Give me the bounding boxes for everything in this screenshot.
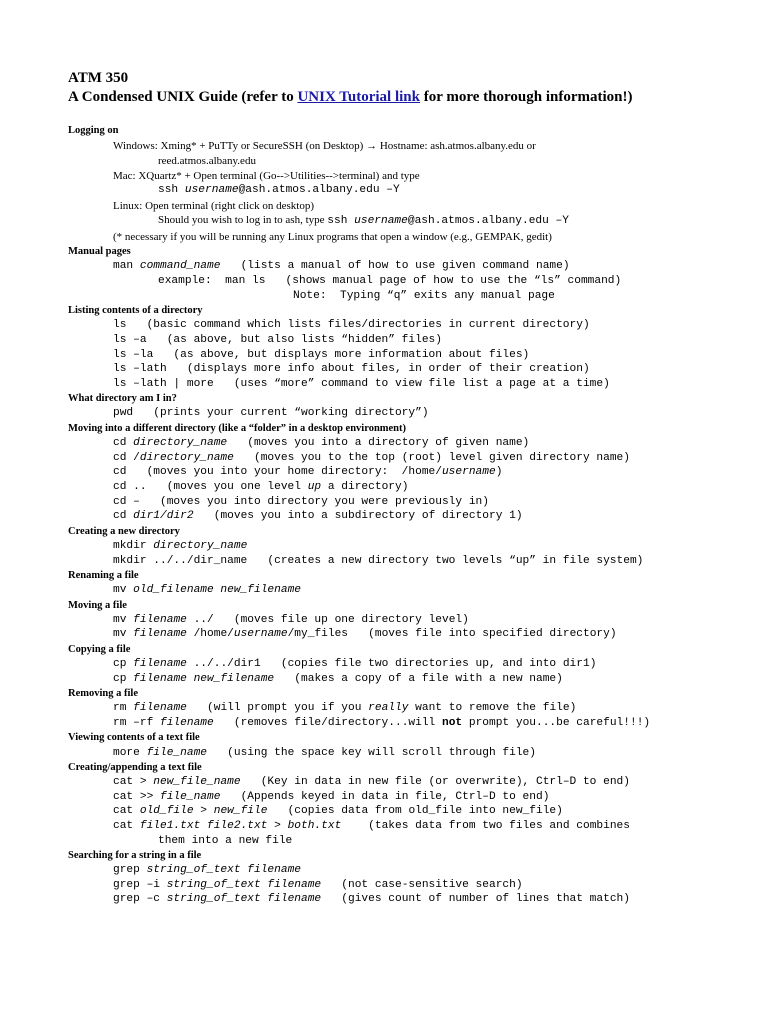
cmd-italic: string_of_text filename <box>146 864 301 876</box>
cmd-text: (gives count of number of lines that match) <box>321 893 630 905</box>
cmd-text: > <box>193 805 214 817</box>
cat-line-4 <box>113 821 630 832</box>
cmd-text: want to remove the file) <box>408 702 577 714</box>
course-title: ATM 350 <box>68 70 129 86</box>
grep-line-2 <box>113 880 523 891</box>
cmd-italic: both.txt <box>287 820 342 832</box>
cd-line-4 <box>113 482 408 493</box>
heading-creating-directory: Creating a new directory <box>68 526 180 537</box>
cmd-text: mkdir <box>113 540 154 552</box>
cmd-italic: directory_name <box>139 452 234 464</box>
cmd-italic: username <box>184 184 239 196</box>
cmd-italic: file1.txt file2.txt <box>139 820 268 832</box>
linux-login-text: Should you wish to log in to ash, type <box>158 214 328 226</box>
cmd-text: /home/ <box>186 628 234 640</box>
cmd-text: (using the space key will scroll through file) <box>207 747 536 759</box>
pwd-line: pwd (prints your current “working directory”) <box>113 407 429 419</box>
cmd-italic: filename new_filename <box>133 673 275 685</box>
cd-line-1 <box>113 438 529 449</box>
ls-line-4: ls –lath (displays more info about files, in order of their creation) <box>113 363 590 375</box>
cmd-text: grep <box>113 864 147 876</box>
mkdir-line-2: mkdir ../../dir_name (creates a new directory two levels “up” in file system) <box>113 555 644 567</box>
cd-line-3 <box>113 467 502 478</box>
cmd-text: cd / <box>113 452 140 464</box>
cd-line-5: cd – (moves you into directory you were previously in) <box>113 496 489 508</box>
cmd-text: cat > <box>113 776 154 788</box>
cmd-italic: directory_name <box>153 540 248 552</box>
cmd-text: cd .. (moves you one level <box>113 481 308 493</box>
cmd-italic: username <box>354 215 408 227</box>
windows-line <box>113 141 536 152</box>
heading-removing: Removing a file <box>68 688 138 699</box>
cat-line-1 <box>113 777 630 788</box>
cmd-text: (Key in data in new file (or overwrite), Ctrl–D to end) <box>240 776 630 788</box>
heading-logging-on: Logging on <box>68 125 119 136</box>
linux-line: Linux: Open terminal (right click on desktop) <box>113 200 315 212</box>
cmd-text: (not case-sensitive search) <box>321 879 523 891</box>
cmd-text: ../ (moves file up one directory level) <box>186 614 469 626</box>
mv-line-1 <box>113 615 469 626</box>
cmd-text: rm –rf <box>113 717 160 729</box>
cmd-text: cd (moves you into your home directory: /home/ <box>113 466 442 478</box>
rename-line <box>113 585 301 596</box>
cmd-text: grep –c <box>113 893 167 905</box>
cmd-italic: filename <box>133 702 187 714</box>
heading-renaming: Renaming a file <box>68 570 139 581</box>
cmd-bold: not <box>441 717 463 729</box>
cmd-italic: command_name <box>139 260 221 272</box>
heading-appending: Creating/appending a text file <box>68 762 202 773</box>
cmd-italic: directory_name <box>133 437 228 449</box>
cmd-italic: string_of_text filename <box>166 879 322 891</box>
cmd-italic: string_of_text filename <box>166 893 322 905</box>
grep-line-1 <box>113 865 301 876</box>
guide-subtitle <box>68 89 632 106</box>
unix-tutorial-link[interactable]: UNIX Tutorial link <box>297 89 420 105</box>
cmd-italic: filename <box>133 628 187 640</box>
heading-moving-directory: Moving into a different directory (like a “folder” in a desktop environment) <box>68 423 407 434</box>
cmd-text: cat <box>113 805 140 817</box>
cmd-text: /my_files (moves file into specified directory) <box>287 628 617 640</box>
cmd-text: ssh <box>327 215 355 227</box>
rm-line-2 <box>113 718 650 729</box>
ls-line-2: ls –a (as above, but also lists “hidden” files) <box>113 334 442 346</box>
cmd-text: man <box>113 260 140 272</box>
ls-line-3: ls –la (as above, but displays more information about files) <box>113 349 530 361</box>
cmd-italic: filename <box>160 717 214 729</box>
cmd-italic: filename <box>133 658 187 670</box>
cmd-text: (will prompt you if you <box>186 702 369 714</box>
cmd-italic: file_name <box>146 747 208 759</box>
linux-login-line <box>158 215 569 227</box>
cmd-text: ssh <box>158 184 185 196</box>
cmd-text: @ash.atmos.albany.edu –Y <box>238 184 400 196</box>
cmd-text: (moves you into a directory of given name) <box>227 437 530 449</box>
man-line <box>113 261 570 272</box>
cat-line-3 <box>113 806 563 817</box>
cmd-text: (lists a manual of how to use given command name) <box>220 260 570 272</box>
cmd-text: (moves you into a subdirectory of directory 1) <box>193 510 523 522</box>
cmd-text: @ash.atmos.albany.edu –Y <box>407 215 569 227</box>
cmd-italic: dir1/dir2 <box>133 510 194 522</box>
heading-viewing: Viewing contents of a text file <box>68 732 200 743</box>
cmd-text: mv <box>113 614 134 626</box>
windows-text: Windows: Xming* + PuTTy or SecureSSH (on Desktop) <box>113 140 367 152</box>
cmd-text: cat <box>113 820 140 832</box>
man-note: Note: Typing “q” exits any manual page <box>293 290 555 302</box>
grep-line-3 <box>113 894 630 905</box>
cmd-text: rm <box>113 702 134 714</box>
arrow-right-icon: → <box>366 140 378 152</box>
cmd-text: mv <box>113 584 134 596</box>
rm-line-1 <box>113 703 576 714</box>
cmd-text: (moves you to the top (root) level given directory name) <box>233 452 630 464</box>
cmd-italic: username <box>441 466 496 478</box>
heading-copying: Copying a file <box>68 644 131 655</box>
cmd-text: ../../dir1 (copies file two directories up, and into dir1) <box>186 658 597 670</box>
cd-line-6 <box>113 511 523 522</box>
cmd-text: cat >> <box>113 791 160 803</box>
cmd-italic: up <box>307 481 322 493</box>
subtitle-suffix: for more thorough information!) <box>420 89 633 105</box>
cmd-text: (copies data from old_file into new_file) <box>267 805 563 817</box>
cmd-text: a directory) <box>321 481 409 493</box>
cmd-text: (removes file/directory...will <box>213 717 442 729</box>
cmd-italic: new_file_name <box>153 776 241 788</box>
cmd-text: (Appends keyed in data in file, Ctrl–D to end) <box>220 791 550 803</box>
windows-hostname-alt: reed.atmos.albany.edu <box>158 155 256 167</box>
ls-line-5: ls –lath | more (uses “more” command to view file list a page at a time) <box>113 378 610 390</box>
cp-line-2 <box>113 674 563 685</box>
man-example: example: man ls (shows manual page of how to use the “ls” command) <box>158 275 622 287</box>
cmd-text: cd <box>113 437 134 449</box>
cmd-text: grep –i <box>113 879 167 891</box>
heading-listing: Listing contents of a directory <box>68 305 203 316</box>
subtitle-prefix: A Condensed UNIX Guide (refer to <box>68 89 298 105</box>
mac-line: Mac: XQuartz* + Open terminal (Go-->Utilities-->terminal) and type <box>113 170 420 182</box>
cmd-italic: new_file <box>213 805 268 817</box>
windows-hostname: Hostname: ash.atmos.albany.edu or <box>377 140 536 152</box>
cmd-text: (takes data from two files and combines <box>341 820 630 832</box>
cp-line-1 <box>113 659 596 670</box>
heading-moving-file: Moving a file <box>68 600 127 611</box>
cmd-text: more <box>113 747 147 759</box>
heading-manual-pages: Manual pages <box>68 246 131 257</box>
cmd-text: mv <box>113 628 134 640</box>
heading-searching: Searching for a string in a file <box>68 850 202 861</box>
mv-line-2 <box>113 629 617 640</box>
cmd-text: cd <box>113 510 134 522</box>
cd-line-2 <box>113 453 630 464</box>
cat-line-5: them into a new file <box>158 835 293 847</box>
cmd-italic: username <box>233 628 288 640</box>
cmd-italic: file_name <box>160 791 221 803</box>
mkdir-line-1 <box>113 541 247 552</box>
cmd-text: cp <box>113 658 134 670</box>
footnote: (* necessary if you will be running any Linux programs that open a window (e.g., GEMPAK, gedit) <box>113 231 552 243</box>
cmd-text: cp <box>113 673 134 685</box>
ls-line-1: ls (basic command which lists files/directories in current directory) <box>113 319 590 331</box>
cmd-italic: really <box>368 702 409 714</box>
more-line <box>113 748 536 759</box>
cmd-text: ) <box>495 466 503 478</box>
cmd-italic: old_filename new_filename <box>133 584 301 596</box>
cmd-italic: filename <box>133 614 187 626</box>
mac-ssh-command <box>158 185 400 196</box>
cmd-text: > <box>267 820 288 832</box>
cat-line-2 <box>113 792 549 803</box>
cmd-text: (makes a copy of a file with a new name) <box>274 673 563 685</box>
cmd-italic: old_file <box>139 805 194 817</box>
heading-what-directory: What directory am I in? <box>68 393 177 404</box>
linux-ssh-command <box>327 215 569 227</box>
cmd-text: prompt you...be careful!!!) <box>462 717 651 729</box>
